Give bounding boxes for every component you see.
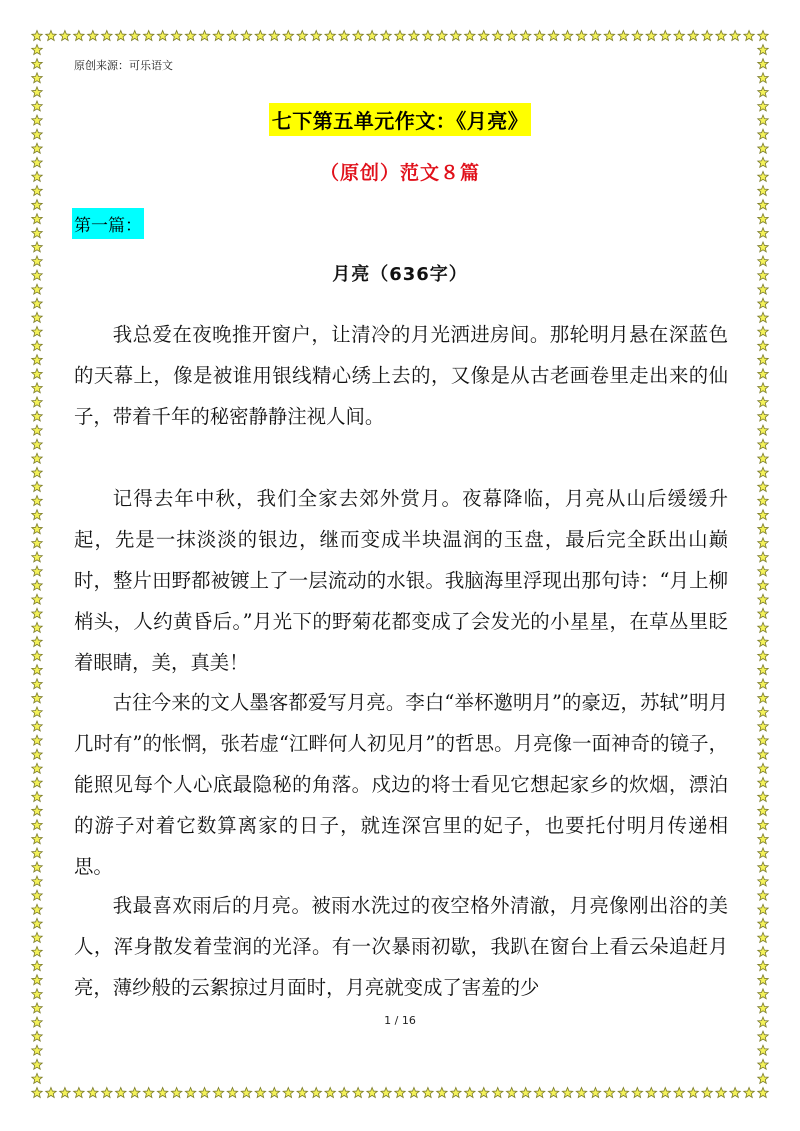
- star-icon: [32, 1059, 42, 1069]
- star-icon: [185, 31, 195, 41]
- star-icon: [32, 214, 42, 224]
- star-icon: [758, 651, 768, 661]
- star-icon: [758, 439, 768, 449]
- star-icon: [758, 665, 768, 675]
- star-icon: [548, 31, 558, 41]
- star-icon: [758, 383, 768, 393]
- page-indicator: 1 / 16: [384, 1014, 416, 1027]
- star-icon: [758, 904, 768, 914]
- star-icon: [88, 31, 98, 41]
- star-icon: [60, 31, 70, 41]
- star-icon: [758, 961, 768, 971]
- star-icon: [744, 31, 754, 41]
- star-icon: [674, 1088, 684, 1098]
- star-icon: [367, 1088, 377, 1098]
- star-icon: [758, 637, 768, 647]
- star-icon: [618, 31, 628, 41]
- star-icon: [758, 918, 768, 928]
- essay-body-3: [74, 682, 728, 887]
- star-icon: [506, 31, 516, 41]
- star-icon: [479, 31, 489, 41]
- star-icon: [590, 1088, 600, 1098]
- star-icon: [325, 31, 335, 41]
- paragraph-3: 古往今来的文人墨客都爱写月亮。李白“举杯邀明月”的豪迈，苏轼”明月几时有”的怅惘，张若虚“江畔何人初见月”的哲思。月亮像一面神奇的镜子，能照见每个人心底最隐秘的角落。戍边的将士看见它想起家乡的炊烟，漂泊的游子对着它数算离家的日子，就连深宫里的妃子，也要托付明月传递相思。: [74, 691, 728, 878]
- star-icon: [32, 200, 42, 210]
- star-icon: [116, 31, 126, 41]
- star-icon: [758, 200, 768, 210]
- star-icon: [102, 1088, 112, 1098]
- star-icon: [32, 242, 42, 252]
- star-icon: [32, 453, 42, 463]
- star-icon: [227, 31, 237, 41]
- star-icon: [32, 1031, 42, 1041]
- star-icon: [562, 1088, 572, 1098]
- star-icon: [283, 1088, 293, 1098]
- star-icon: [451, 31, 461, 41]
- star-icon: [32, 31, 42, 41]
- star-icon: [32, 355, 42, 365]
- star-icon: [702, 1088, 712, 1098]
- star-icon: [493, 1088, 503, 1098]
- star-icon: [32, 552, 42, 562]
- star-icon: [32, 735, 42, 745]
- star-icon: [758, 341, 768, 351]
- star-icon: [297, 1088, 307, 1098]
- star-icon: [32, 693, 42, 703]
- star-icon: [32, 848, 42, 858]
- star-icon: [479, 1088, 489, 1098]
- star-icon: [604, 1088, 614, 1098]
- star-icon: [32, 580, 42, 590]
- star-icon: [576, 1088, 586, 1098]
- star-icon: [32, 721, 42, 731]
- star-icon: [32, 651, 42, 661]
- star-icon: [451, 1088, 461, 1098]
- star-icon: [576, 31, 586, 41]
- star-icon: [660, 31, 670, 41]
- star-icon: [32, 932, 42, 942]
- star-icon: [283, 31, 293, 41]
- star-icon: [32, 59, 42, 69]
- star-icon: [339, 1088, 349, 1098]
- star-icon: [758, 763, 768, 773]
- star-icon: [716, 1088, 726, 1098]
- star-icon: [437, 31, 447, 41]
- document-title: 七下第五单元作文：《月亮》: [269, 103, 532, 136]
- star-icon: [32, 792, 42, 802]
- star-icon: [758, 538, 768, 548]
- star-icon: [88, 1088, 98, 1098]
- star-icon: [353, 31, 363, 41]
- star-icon: [758, 806, 768, 816]
- star-icon: [32, 369, 42, 379]
- star-icon: [297, 31, 307, 41]
- essay-title: 月亮（636字）: [332, 264, 468, 285]
- star-icon: [32, 890, 42, 900]
- star-icon: [758, 510, 768, 520]
- essay-body-4: [74, 885, 728, 1008]
- paragraph-4: 我最喜欢雨后的月亮。被雨水洗过的夜空格外清澈，月亮像刚出浴的美人，浑身散发着莹润的光泽。有一次暴雨初歇，我趴在窗台上看云朵追赶月亮，薄纱般的云絮掠过月面时，月亮就变成了害羞的少: [74, 894, 728, 999]
- document-subtitle: （原创）范文８篇: [319, 162, 480, 184]
- star-icon: [32, 622, 42, 632]
- star-icon: [32, 481, 42, 491]
- star-icon: [423, 1088, 433, 1098]
- star-icon: [758, 834, 768, 844]
- star-icon: [758, 453, 768, 463]
- star-icon: [758, 1073, 768, 1083]
- star-icon: [143, 31, 153, 41]
- star-icon: [32, 538, 42, 548]
- star-icon: [381, 31, 391, 41]
- star-icon: [758, 890, 768, 900]
- star-icon: [758, 1045, 768, 1055]
- star-icon: [758, 467, 768, 477]
- star-icon: [32, 439, 42, 449]
- star-icon: [758, 496, 768, 506]
- star-icon: [423, 31, 433, 41]
- star-icon: [32, 1088, 42, 1098]
- star-icon: [32, 862, 42, 872]
- star-icon: [493, 31, 503, 41]
- star-icon: [395, 1088, 405, 1098]
- star-icon: [758, 876, 768, 886]
- star-icon: [758, 186, 768, 196]
- star-icon: [758, 45, 768, 55]
- star-icon: [32, 45, 42, 55]
- star-icon: [758, 862, 768, 872]
- star-icon: [32, 975, 42, 985]
- star-icon: [241, 31, 251, 41]
- star-icon: [32, 947, 42, 957]
- star-icon: [730, 31, 740, 41]
- star-icon: [758, 735, 768, 745]
- star-icon: [227, 1088, 237, 1098]
- star-icon: [32, 87, 42, 97]
- star-icon: [646, 31, 656, 41]
- star-icon: [32, 820, 42, 830]
- star-icon: [353, 1088, 363, 1098]
- star-icon: [465, 31, 475, 41]
- star-icon: [520, 1088, 530, 1098]
- star-icon: [32, 312, 42, 322]
- title-container: [0, 103, 800, 136]
- star-icon: [758, 228, 768, 238]
- star-icon: [130, 31, 140, 41]
- star-icon: [758, 721, 768, 731]
- star-icon: [758, 947, 768, 957]
- star-icon: [758, 820, 768, 830]
- star-icon: [32, 186, 42, 196]
- essay-body: [74, 314, 728, 437]
- star-icon: [46, 1088, 56, 1098]
- star-icon: [758, 792, 768, 802]
- star-icon: [758, 1088, 768, 1098]
- star-icon: [241, 1088, 251, 1098]
- star-icon: [32, 326, 42, 336]
- star-icon: [255, 31, 265, 41]
- star-icon: [381, 1088, 391, 1098]
- star-icon: [758, 975, 768, 985]
- star-icon: [199, 31, 209, 41]
- star-icon: [688, 1088, 698, 1098]
- star-icon: [758, 580, 768, 590]
- star-icon: [311, 31, 321, 41]
- essay-body-2: [74, 478, 728, 683]
- star-icon: [590, 31, 600, 41]
- star-icon: [32, 496, 42, 506]
- star-icon: [758, 552, 768, 562]
- star-icon: [32, 228, 42, 238]
- star-icon: [758, 59, 768, 69]
- star-icon: [744, 1088, 754, 1098]
- star-icon: [311, 1088, 321, 1098]
- star-icon: [74, 31, 84, 41]
- star-icon: [32, 918, 42, 928]
- paragraph-2: 记得去年中秋，我们全家去郊外赏月。夜幕降临，月亮从山后缓缓升起，先是一抹淡淡的银边，继而变成半块温润的玉盘，最后完全跃出山巅时，整片田野都被镀上了一层流动的水银。我脑海里浮现出那句诗：“月上柳梢头，人约黄昏后。”月光下的野菊花都变成了会发光的小星星，在草丛里眨着眼睛，美，真美！: [74, 487, 728, 674]
- star-icon: [32, 594, 42, 604]
- star-icon: [674, 31, 684, 41]
- star-icon: [32, 383, 42, 393]
- star-icon: [758, 594, 768, 604]
- star-icon: [157, 31, 167, 41]
- star-icon: [730, 1088, 740, 1098]
- star-icon: [130, 1088, 140, 1098]
- star-icon: [506, 1088, 516, 1098]
- star-icon: [32, 608, 42, 618]
- star-icon: [758, 355, 768, 365]
- star-icon: [632, 1088, 642, 1098]
- star-icon: [758, 848, 768, 858]
- star-icon: [758, 693, 768, 703]
- star-icon: [32, 1045, 42, 1055]
- star-icon: [32, 566, 42, 576]
- star-icon: [562, 31, 572, 41]
- star-icon: [102, 31, 112, 41]
- star-icon: [74, 1088, 84, 1098]
- star-icon: [32, 876, 42, 886]
- star-icon: [758, 1059, 768, 1069]
- star-icon: [758, 298, 768, 308]
- star-icon: [32, 298, 42, 308]
- star-icon: [758, 989, 768, 999]
- star-icon: [758, 369, 768, 379]
- star-icon: [32, 989, 42, 999]
- star-icon: [632, 31, 642, 41]
- star-icon: [367, 31, 377, 41]
- star-icon: [213, 1088, 223, 1098]
- star-icon: [618, 1088, 628, 1098]
- star-icon: [213, 31, 223, 41]
- source-note: 原创来源：可乐语文: [74, 59, 173, 72]
- star-icon: [32, 467, 42, 477]
- star-icon: [534, 1088, 544, 1098]
- star-icon: [758, 622, 768, 632]
- star-icon: [758, 312, 768, 322]
- star-icon: [758, 425, 768, 435]
- star-icon: [32, 777, 42, 787]
- star-icon: [60, 1088, 70, 1098]
- star-icon: [32, 341, 42, 351]
- star-icon: [199, 1088, 209, 1098]
- star-icon: [116, 1088, 126, 1098]
- star-icon: [185, 1088, 195, 1098]
- star-icon: [758, 214, 768, 224]
- star-icon: [339, 31, 349, 41]
- star-icon: [758, 566, 768, 576]
- star-icon: [716, 31, 726, 41]
- star-icon: [758, 1003, 768, 1013]
- star-icon: [32, 679, 42, 689]
- star-icon: [758, 608, 768, 618]
- star-icon: [32, 425, 42, 435]
- star-icon: [32, 510, 42, 520]
- star-icon: [646, 1088, 656, 1098]
- star-icon: [32, 749, 42, 759]
- star-icon: [143, 1088, 153, 1098]
- star-icon: [395, 31, 405, 41]
- star-icon: [758, 749, 768, 759]
- star-icon: [758, 707, 768, 717]
- star-icon: [520, 31, 530, 41]
- star-icon: [32, 143, 42, 153]
- star-icon: [758, 73, 768, 83]
- star-icon: [758, 31, 768, 41]
- star-icon: [32, 763, 42, 773]
- star-icon: [46, 31, 56, 41]
- star-icon: [548, 1088, 558, 1098]
- star-icon: [465, 1088, 475, 1098]
- star-icon: [409, 1088, 419, 1098]
- star-icon: [758, 397, 768, 407]
- star-icon: [758, 411, 768, 421]
- star-icon: [157, 1088, 167, 1098]
- star-icon: [758, 777, 768, 787]
- star-icon: [688, 31, 698, 41]
- star-icon: [255, 1088, 265, 1098]
- star-icon: [32, 411, 42, 421]
- star-icon: [32, 806, 42, 816]
- star-icon: [32, 1073, 42, 1083]
- star-icon: [32, 834, 42, 844]
- star-icon: [604, 31, 614, 41]
- star-icon: [758, 481, 768, 491]
- star-icon: [32, 637, 42, 647]
- paragraph-1: 我总爱在夜晚推开窗户，让清冷的月光洒进房间。那轮明月悬在深蓝色的天幕上，像是被谁用银线精心绣上去的，又像是从古老画卷里走出来的仙子，带着千年的秘密静静注视人间。: [74, 323, 728, 428]
- star-icon: [32, 73, 42, 83]
- star-icon: [32, 961, 42, 971]
- star-icon: [758, 679, 768, 689]
- star-icon: [32, 665, 42, 675]
- star-icon: [534, 31, 544, 41]
- star-icon: [758, 524, 768, 534]
- star-icon: [702, 31, 712, 41]
- star-icon: [758, 932, 768, 942]
- star-icon: [409, 31, 419, 41]
- star-icon: [758, 1031, 768, 1041]
- star-icon: [325, 1088, 335, 1098]
- star-icon: [32, 1003, 42, 1013]
- star-icon: [269, 31, 279, 41]
- star-icon: [269, 1088, 279, 1098]
- star-icon: [758, 242, 768, 252]
- star-icon: [660, 1088, 670, 1098]
- star-icon: [32, 397, 42, 407]
- star-icon: [758, 143, 768, 153]
- star-icon: [171, 1088, 181, 1098]
- star-icon: [32, 707, 42, 717]
- section-label: 第一篇：: [72, 208, 144, 239]
- star-icon: [437, 1088, 447, 1098]
- star-icon: [171, 31, 181, 41]
- star-icon: [758, 87, 768, 97]
- star-icon: [32, 524, 42, 534]
- star-icon: [32, 904, 42, 914]
- star-icon: [758, 326, 768, 336]
